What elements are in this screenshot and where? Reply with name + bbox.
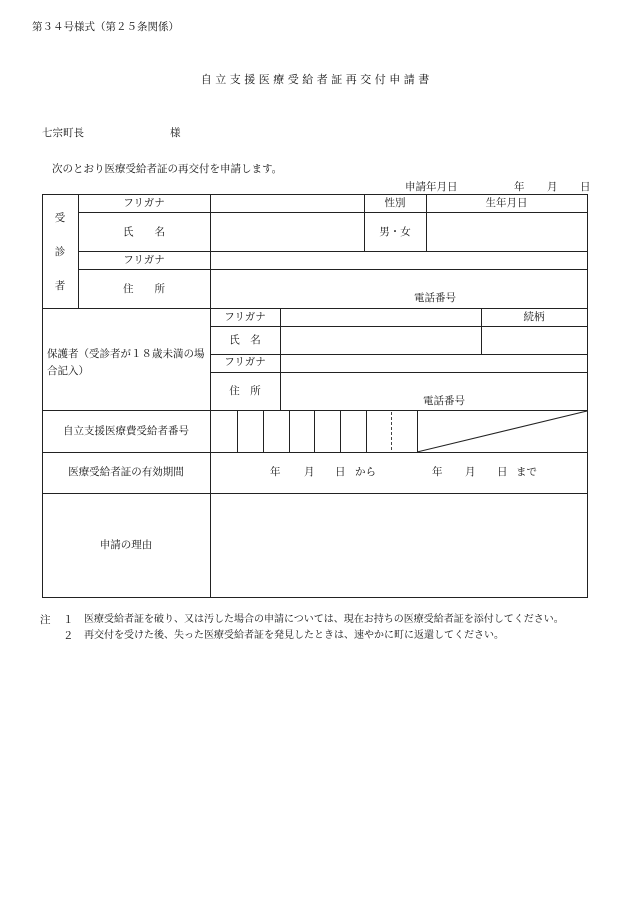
digit-box-line bbox=[314, 410, 315, 452]
digit-box-line bbox=[263, 410, 264, 452]
digit-box-dashed-line bbox=[391, 412, 392, 450]
patient-furigana2-label: フリガナ bbox=[123, 254, 165, 266]
row-line bbox=[78, 251, 588, 252]
validity-to-month: 月 bbox=[465, 466, 476, 478]
row-line bbox=[210, 326, 588, 327]
row-line bbox=[210, 372, 588, 373]
validity-to-day: 日 bbox=[497, 466, 508, 478]
application-month-unit: 月 bbox=[547, 181, 558, 193]
row-line bbox=[78, 269, 588, 270]
validity-to-suffix: まで bbox=[516, 466, 537, 478]
guardian-furigana2-label: フリガナ bbox=[224, 356, 266, 368]
honorific: 様 bbox=[170, 127, 181, 139]
digit-box-line bbox=[237, 410, 238, 452]
page-title: 自 立 支 援 医 療 受 給 者 証 再 交 付 申 請 書 bbox=[200, 73, 430, 86]
application-year-unit: 年 bbox=[514, 181, 525, 193]
form-number: 第３４号様式（第２５条関係） bbox=[32, 21, 179, 33]
note-text: 再交付を受けた後、失った医療受給者証を発見したときは、速やかに町に返還してください。 bbox=[84, 630, 504, 641]
notes-prefix: 注 bbox=[40, 614, 51, 626]
digit-box-line bbox=[366, 410, 367, 452]
digit-box-line bbox=[340, 410, 341, 452]
validity-to-year: 年 bbox=[432, 466, 443, 478]
reason-label: 申請の理由 bbox=[99, 539, 153, 551]
row-line bbox=[42, 493, 588, 494]
note-number: １ bbox=[63, 614, 74, 626]
guardian-section-label: 保護者（受診者が１８歳未満の場合記入） bbox=[47, 348, 205, 377]
diagonal-strike bbox=[417, 410, 588, 453]
addressee: 七宗町長 bbox=[42, 127, 84, 139]
row-line bbox=[42, 194, 588, 195]
patient-label-char: 受 bbox=[54, 212, 66, 224]
note-text: 医療受給者証を破り、又は汚した場合の申請については、現在お持ちの医療受給者証を添付してください。 bbox=[84, 614, 564, 625]
patient-label-char: 診 bbox=[54, 246, 66, 258]
patient-phone-label: 電話番号 bbox=[414, 292, 456, 304]
patient-furigana-label: フリガナ bbox=[123, 197, 165, 209]
validity-label: 医療受給者証の有効期間 bbox=[68, 466, 184, 478]
table-border-right bbox=[587, 194, 588, 597]
application-date-label: 申請年月日 bbox=[405, 181, 458, 193]
guardian-address-label: 住 所 bbox=[229, 385, 261, 397]
row-line bbox=[78, 212, 588, 213]
digit-box-line bbox=[289, 410, 290, 452]
validity-from-month: 月 bbox=[304, 466, 315, 478]
note-number: ２ bbox=[63, 630, 74, 642]
recipient-number-label: 自立支援医療費受給者番号 bbox=[63, 425, 189, 437]
birthdate-label: 生年月日 bbox=[485, 197, 528, 209]
patient-address-label: 住 所 bbox=[123, 283, 165, 295]
intro-text: 次のとおり医療受給者証の再交付を申請します。 bbox=[52, 163, 283, 175]
row-line bbox=[42, 308, 588, 309]
guardian-phone-label: 電話番号 bbox=[423, 395, 465, 407]
guardian-furigana-label: フリガナ bbox=[224, 311, 266, 323]
row-line bbox=[42, 597, 588, 598]
relation-label: 続柄 bbox=[523, 311, 545, 323]
gender-value: 男・女 bbox=[379, 226, 411, 238]
validity-from-year: 年 bbox=[270, 466, 281, 478]
gender-label: 性別 bbox=[384, 197, 406, 209]
patient-name-label: 氏 名 bbox=[123, 226, 165, 238]
validity-from-day: 日 bbox=[335, 466, 346, 478]
col-line bbox=[280, 308, 281, 411]
application-day-unit: 日 bbox=[580, 181, 591, 193]
patient-label-char: 者 bbox=[54, 280, 66, 292]
guardian-name-label: 氏 名 bbox=[229, 334, 261, 346]
validity-from-suffix: から bbox=[355, 466, 376, 478]
row-line bbox=[210, 354, 588, 355]
